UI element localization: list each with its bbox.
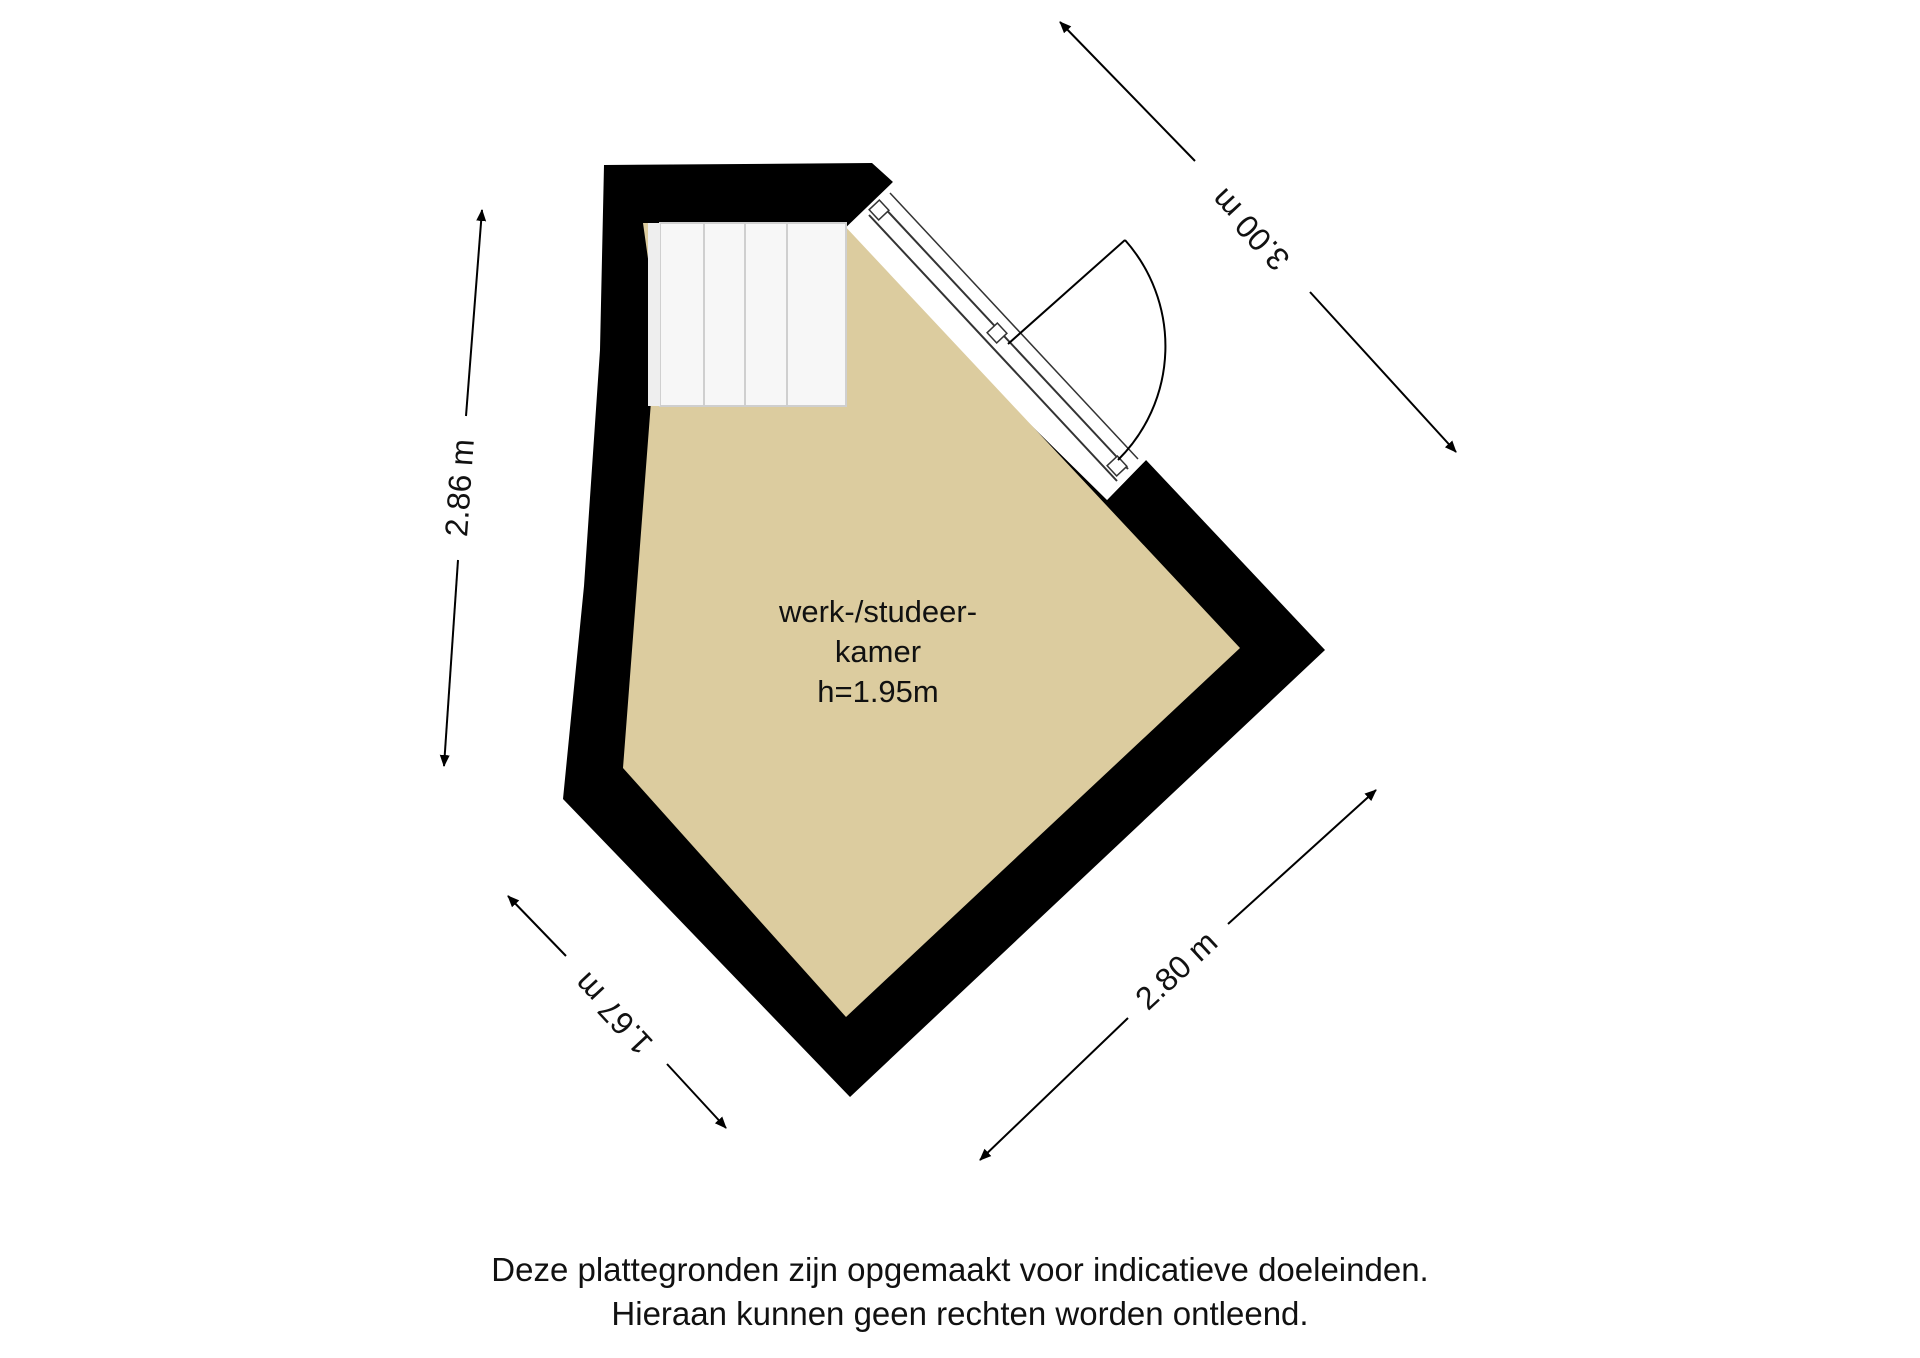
dimension-bottom-right-label: 2.80 m [1128,923,1225,1017]
dimension-top-right [1060,22,1456,452]
disclaimer-line2: Hieraan kunnen geen rechten worden ontleend. [611,1295,1309,1332]
dimension-bottom-left-label: 1.67 m [566,965,660,1062]
room-name-line1: werk-/studeer- [778,594,978,629]
dimension-left-label: 2.86 m [438,437,481,538]
disclaimer-line1: Deze plattegronden zijn opgemaakt voor indicatieve doeleinden. [491,1251,1429,1288]
disclaimer [0,1248,1920,1336]
dimension-left [438,210,482,766]
dimension-top-right-label: 3.00 m [1203,181,1297,278]
room-name-line2: kamer [834,634,922,669]
staircase [648,223,846,406]
room-height: h=1.95m [817,674,939,709]
